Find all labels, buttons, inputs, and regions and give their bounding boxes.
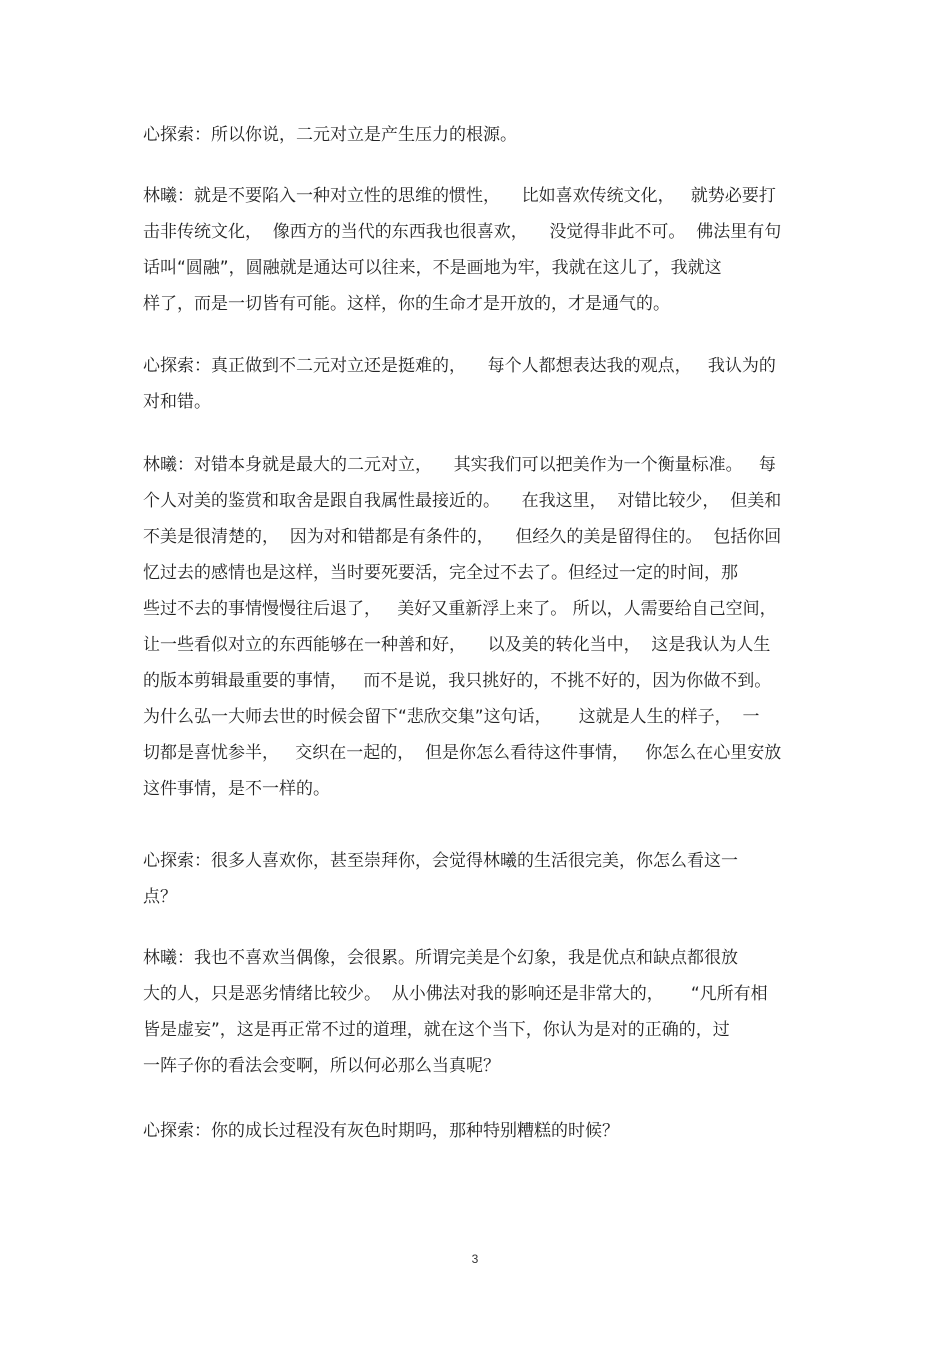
text-line: 个人对美的鉴赏和取舍是跟自我属性最接近的。 在我这里， 对错比较少， 但美和 bbox=[143, 491, 782, 511]
paragraph-question-2 bbox=[143, 348, 823, 420]
text-line: 一阵子你的看法会变啊，所以何必那么当真呢？ bbox=[143, 1056, 500, 1076]
text-line: 心探索：所以你说，二元对立是产生压力的根源。 bbox=[143, 125, 517, 145]
text-line: 林曦：对错本身就是最大的二元对立， 其实我们可以把美作为一个衡量标准。 每 bbox=[143, 455, 776, 475]
paragraph-answer-3 bbox=[143, 940, 823, 1084]
text-line: 为什么弘一大师去世的时候会留下“悲欣交集”这句话， 这就是人生的样子， 一 bbox=[143, 707, 760, 727]
paragraph-answer-2 bbox=[143, 447, 823, 807]
page-number: 3 bbox=[471, 1252, 479, 1266]
text-line: 样了，而是一切皆有可能。这样，你的生命才是开放的，才是通气的。 bbox=[143, 294, 670, 314]
text-line: 大的人，只是恶劣情绪比较少。 从小佛法对我的影响还是非常大的， “凡所有相 bbox=[143, 984, 768, 1004]
text-line: 忆过去的感情也是这样，当时要死要活，完全过不去了。但经过一定的时间，那 bbox=[143, 563, 738, 583]
text-line: 点？ bbox=[143, 887, 177, 907]
text-line: 林曦：就是不要陷入一种对立性的思维的惯性， 比如喜欢传统文化， 就势必要打 bbox=[143, 186, 776, 206]
paragraph-question-3 bbox=[143, 843, 823, 915]
text-line: 心探索：很多人喜欢你，甚至崇拜你，会觉得林曦的生活很完美，你怎么看这一 bbox=[143, 851, 738, 871]
text-line: 对和错。 bbox=[143, 392, 211, 412]
text-line: 切都是喜忧参半， 交织在一起的， 但是你怎么看待这件事情， 你怎么在心里安放 bbox=[143, 743, 782, 763]
text-line: 话叫“圆融”，圆融就是通达可以往来，不是画地为牢，我就在这儿了，我就这 bbox=[143, 258, 722, 278]
text-line: 些过不去的事情慢慢往后退了， 美好又重新浮上来了。 所以，人需要给自己空间， bbox=[143, 599, 777, 619]
text-line: 心探索：你的成长过程没有灰色时期吗，那种特别糟糕的时候？ bbox=[143, 1121, 619, 1141]
text-line: 让一些看似对立的东西能够在一种善和好， 以及美的转化当中， 这是我认为人生 bbox=[143, 635, 771, 655]
text-line: 心探索：真正做到不二元对立还是挺难的， 每个人都想表达我的观点， 我认为的 bbox=[143, 356, 776, 376]
text-line: 皆是虚妄”，这是再正常不过的道理，就在这个当下，你认为是对的正确的，过 bbox=[143, 1020, 730, 1040]
text-line: 击非传统文化， 像西方的当代的东西我也很喜欢， 没觉得非此不可。 佛法里有句 bbox=[143, 222, 782, 242]
text-line: 不美是很清楚的， 因为对和错都是有条件的， 但经久的美是留得住的。 包括你回 bbox=[143, 527, 782, 547]
text-line: 林曦：我也不喜欢当偶像，会很累。所谓完美是个幻象，我是优点和缺点都很放 bbox=[143, 948, 738, 968]
text-line: 的版本剪辑最重要的事情， 而不是说，我只挑好的，不挑不好的，因为你做不到。 bbox=[143, 671, 772, 691]
text-line: 这件事情，是不一样的。 bbox=[143, 779, 330, 799]
paragraph-question-4 bbox=[143, 1113, 823, 1149]
paragraph-answer-1 bbox=[143, 178, 823, 322]
paragraph-question-1 bbox=[143, 117, 823, 153]
